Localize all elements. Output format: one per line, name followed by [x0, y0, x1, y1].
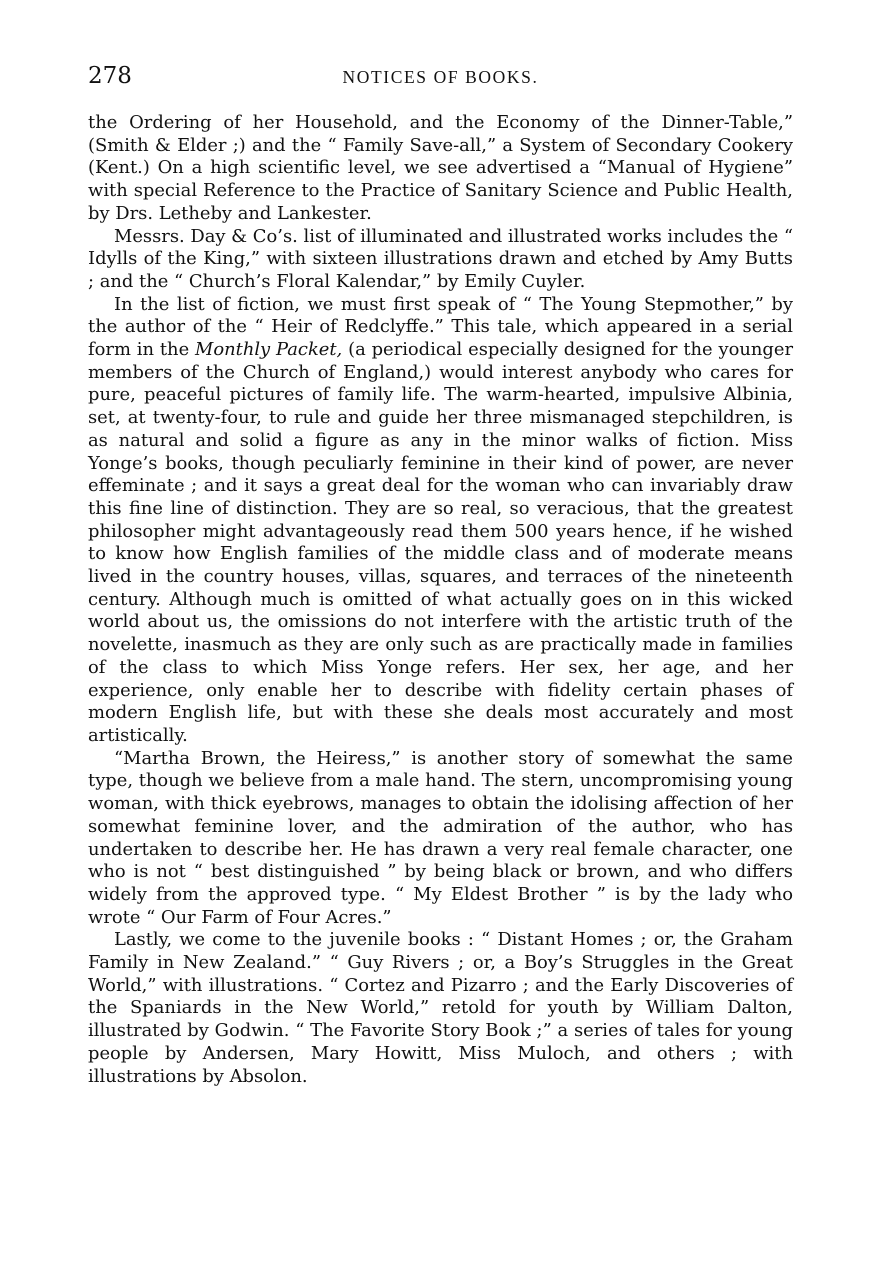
paragraph-text-end: (a periodical especially designed for the younger members of the Church of England,) would interest anybody who cares for pure, peaceful pictures of family life. The warm-hearted, impulsive Albinia, set, at twenty-four, to rule and guide her three mismanaged stepchildren, is as natural and solid a figure as any in the minor walks of fiction. Miss Yonge’s books, though peculiarly feminine in their kind of power, are never effeminate ; and it says a great deal for the woman who can invariably draw this fine line of distinction. They are so real, so veracious, that the greatest philosopher might advantageously read them 500 years hence, if he wished to know how English families of the middle class and of moderate means lived in the country houses, villas, squares, and terraces of the nineteenth century. Although much is omitted of what actually goes on in this wicked world about us, the omissions do not interfere with the artistic truth of the novelette, inasmuch as they are only such as are practically made in families of the class to which Miss Yonge refers. Her sex, her age, and her experience, only enable her to describe with fidelity certain phases of modern English life, but with these she deals most accurately and most artistically.	[88, 339, 794, 746]
paragraph-text-start: In the list of fiction, we must first speak of “ The Young Stepmother,” by the author of the “ Heir of Redclyffe.” This tale, which appeared in a serial form in the	[88, 293, 793, 361]
paragraph-illustrated-works: Messrs. Day & Co’s. list of illuminated and illustrated works includes the “ Idylls of the King,” with sixteen illustrations drawn and etched by Amy Butts ; and the “ Church’s Floral Kalendar,” by Emily Cuyler.	[88, 225, 793, 292]
periodical-title: Monthly Packet,	[195, 339, 343, 361]
paragraph-martha-brown: “Martha Brown, the Heiress,” is another story of somewhat the same type, though we believe from a male hand. The stern, uncompromising young woman, with thick eyebrows, manages to obtain the idolising affection of her somewhat feminine lover, and the admiration of the author, who has undertaken to describe her. He has drawn a very real female character, one who is not “ best distinguished ” by being black or brown, and who differs widely from the approved type. “ My Eldest Brother ” is by the lady who wrote “ Our Farm of Four Acres.”	[88, 747, 793, 928]
page-number: 278	[88, 63, 132, 89]
running-title: NOTICES OF BOOKS.	[342, 67, 539, 87]
body-text	[88, 112, 793, 1088]
paragraph-young-stepmother	[88, 294, 793, 748]
running-head	[88, 62, 793, 92]
paragraph-household-books: the Ordering of her Household, and the Economy of the Dinner-Table,” (Smith & Elder ;) and the “ Family Save-all,” a System of Secondary Cookery (Kent.) On a high scientific level, we see advertised a “Manual of Hygiene” with special Reference to the Practice of Sanitary Science and Public Health, by Drs. Letheby and Lankester.	[88, 112, 793, 224]
paragraph-juvenile-books: Lastly, we come to the juvenile books : “ Distant Homes ; or, the Graham Family in New Zealand.” “ Guy Rivers ; or, a Boy’s Struggles in the Great World,” with illustrations. “ Cortez and Pizarro ; and the Early Discoveries of the Spaniards in the New World,” retold for youth by William Dalton, illustrated by Godwin. “ The Favorite Story Book ;” a series of tales for young people by Andersen, Mary Howitt, Miss Muloch, and others ; with illustrations by Absolon.	[88, 929, 793, 1087]
